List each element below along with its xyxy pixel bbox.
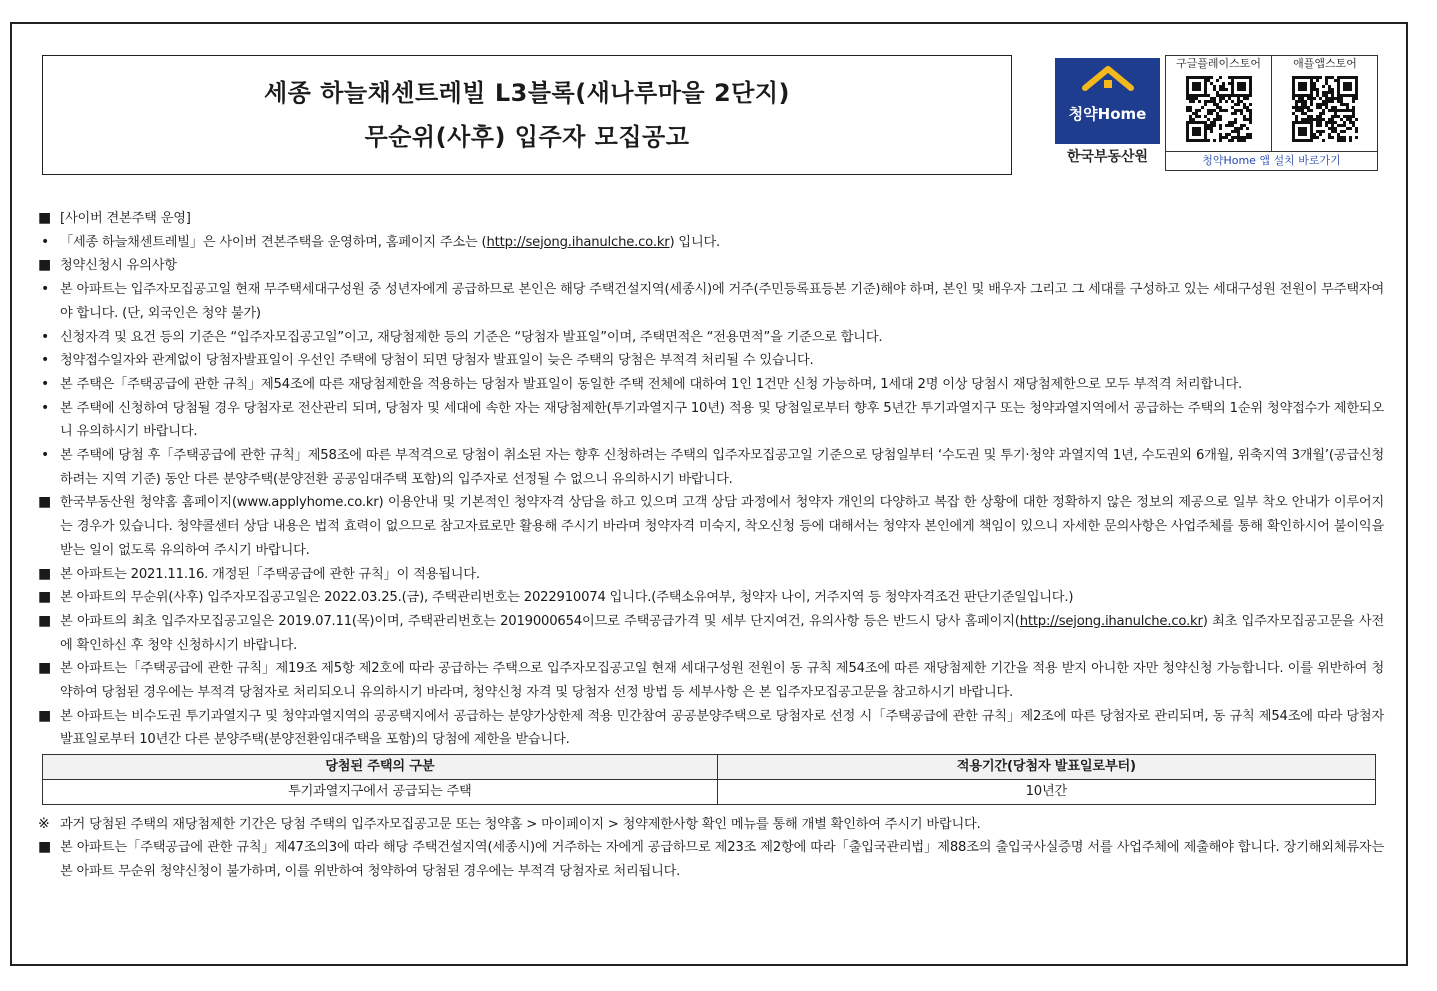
notice-item xyxy=(38,349,1384,373)
dot-bullet-icon xyxy=(38,349,60,373)
dot-bullet-icon xyxy=(38,278,60,302)
notice-item-text: 청약신청시 유의사항 xyxy=(60,258,177,274)
notice-item xyxy=(38,705,1384,752)
app-download-box xyxy=(1165,55,1378,171)
reference-mark-icon xyxy=(38,813,60,837)
dot-bullet-icon xyxy=(38,397,60,421)
notice-item-text: 본 주택에 신청하여 당첨될 경우 당첨자로 전산관리 되며, 당첨자 및 세대에 속한 자는 재당첨제한(투기과열지구 10년) 적용 및 당첨일로부터 향후 5년간 투기과열지구 또는 청약과열지역에서 공급하는 주택의 1순위 청약접수가 제한되오니 유의하시기 바랍니다. xyxy=(60,400,1384,440)
dot-bullet-icon xyxy=(38,373,60,397)
notice-item xyxy=(38,207,1384,231)
notice-item xyxy=(38,610,1384,657)
dot-bullet-icon xyxy=(38,231,60,255)
notice-footer-sections xyxy=(38,813,1384,884)
notice-item xyxy=(38,278,1384,325)
house-roof-icon xyxy=(1081,64,1135,94)
logo-org-name: 한국부동산원 xyxy=(1066,149,1149,165)
notice-item-text: 본 아파트는 비수도권 투기과열지구 및 청약과열지역의 공공택지에서 공급하는 분양가상한제 적용 민간참여 공공분양주택으로 당첨자로 선정 시「주택공급에 관한 규칙」제2조에 따른 당첨자로 관리되며, 동 규칙 제54조에 따라 당첨자 발표일로부터 10년간 다른 분양주택(분양전환임대주택을 포함)의 당첨에 제한을 받습니다. xyxy=(60,708,1384,748)
square-bullet-icon xyxy=(38,705,60,729)
notice-item xyxy=(38,813,1384,837)
homepage-link[interactable]: http://sejong.ihanulche.co.kr xyxy=(1019,613,1203,629)
app-store-label: 애플앱스토어 xyxy=(1293,57,1357,70)
square-bullet-icon xyxy=(38,657,60,681)
notice-item-text: 본 주택은「주택공급에 관한 규칙」제54조에 따른 재당첨제한을 적용하는 당첨자 발표일이 동일한 주택 전체에 대하여 1인 1건만 신청 가능하며, 1세대 2명 이상 당첨시 재당첨제한으로 모두 부적격 처리합니다. xyxy=(60,376,1243,392)
square-bullet-icon xyxy=(38,254,60,278)
table-header-cell: 당첨된 주택의 구분 xyxy=(43,755,718,780)
table-cell: 투기과열지구에서 공급되는 주택 xyxy=(43,779,718,804)
notice-item-text: 「세종 하늘채센트레빌」은 사이버 견본주택을 운영하며, 홈페이지 주소는 ( xyxy=(60,234,487,250)
logo-badge xyxy=(1055,58,1160,144)
notice-item xyxy=(38,657,1384,704)
notice-item-text: 본 아파트는「주택공급에 관한 규칙」제47조의3에 따라 해당 주택건설지역(세종시)에 거주하는 자에게 공급하므로 제23조 제2항에 따라「출입국관리법」제88조의 출입국사실증명 서를 사업주체에 제출해야 합니다. 장기해외체류자는 본 아파트 무순위 청약신청이 불가하며, 이를 위반하여 청약하여 당첨된 경우에는 부적격 당첨자로 처리됩니다. xyxy=(60,840,1384,879)
google-play-label: 구글플레이스토어 xyxy=(1175,57,1261,70)
square-bullet-icon xyxy=(38,610,60,634)
notice-item-text: 과거 당첨된 주택의 재당첨제한 기간은 당첨 주택의 입주자모집공고문 또는 청약홈 > 마이페이지 > 청약제한사항 확인 메뉴를 통해 개별 확인하여 주시기 바랍니다. xyxy=(60,816,981,832)
notice-item xyxy=(38,231,1384,255)
notice-item xyxy=(38,397,1384,444)
notice-item xyxy=(38,326,1384,350)
notice-item-text: ) 최초 입주자모집공고문을 사전에 확인하신 후 청약 신청하시기 바랍니다. xyxy=(60,613,1384,653)
notice-item-text: 한국부동산원 청약홈 홈페이지(www.applyhome.co.kr) 이용안내 및 기본적인 청약자격 상담을 하고 있으며 고객 상담 과정에서 청약자 개인의 다양하고 복잡 한 상황에 대한 정확하지 않은 정보의 제공으로 일부 착오 안내가 이루어지는 경우가 있습니다. 청약콜센터 상담 내용은 법적 효력이 없으므로 참고자료로만 활용해 주시기 바라며 청약자격 미숙지, 착오신청 등에 대해서는 청약자 본인에게 책임이 있으니 자세한 문의사항은 사업주체를 통해 확인하시어 불이익을 받는 일이 없도록 유의하여 주시기 바랍니다. xyxy=(60,495,1384,558)
notice-item-text: 본 아파트는「주택공급에 관한 규칙」제19조 제5항 제2호에 따라 공급하는 주택으로 입주자모집공고일 현재 세대구성원 전원이 동 규칙 제54조에 따른 재당첨제한 기간을 적용 받지 아니한 자만 청약신청 가능합니다. 이를 위반하여 청약하여 당첨된 경우에는 부적격 당첨자로 처리되오니 유의하시기 바라며, 청약신청 자격 및 당첨자 선정 방법 등 세부사항 은 본 입주자모집공고문을 참고하시기 바랍니다. xyxy=(60,661,1384,701)
notice-item xyxy=(38,836,1384,883)
qr-code-icon[interactable] xyxy=(1292,76,1358,142)
notice-item xyxy=(38,444,1384,491)
notice-sections xyxy=(38,207,1384,752)
notice-item-text: ) 입니다. xyxy=(669,234,721,250)
notice-item xyxy=(38,491,1384,562)
notice-item xyxy=(38,586,1384,610)
logo-app-name: 청약Home xyxy=(1068,105,1147,123)
notice-item-text: 본 아파트의 최초 입주자모집공고일은 2019.07.11(목)이며, 주택관리번호는 2019000654이므로 주택공급가격 및 세부 단지여건, 유의사항 등은 반드시 당사 홈페이지( xyxy=(60,613,1020,629)
homepage-link[interactable]: http://sejong.ihanulche.co.kr xyxy=(486,234,670,250)
table-header-cell: 적용기간(당첨자 발표일로부터) xyxy=(717,755,1375,780)
google-play-qr-cell[interactable] xyxy=(1166,56,1272,151)
notice-item-text: [사이버 견본주택 운영] xyxy=(60,211,191,226)
notice-item-text: 청약접수일자와 관계없이 당첨자발표일이 우선인 주택에 당첨이 되면 당첨자 발표일이 늦은 주택의 당첨은 부적격 처리될 수 있습니다. xyxy=(60,353,814,369)
page-title: 세종 하늘채센트레빌 L3블록(새나루마을 2단지) xyxy=(263,79,790,107)
app-store-qr-cell[interactable] xyxy=(1272,56,1378,151)
qr-code-icon[interactable] xyxy=(1186,76,1252,142)
table-row xyxy=(43,779,1376,804)
notice-item-text: 본 아파트의 무순위(사후) 입주자모집공고일은 2022.03.25.(금), 주택관리번호는 2022910074 입니다.(주택소유여부, 청약자 나이, 거주지역 등 청약자격조건 판단기준일입니다.) xyxy=(60,590,1074,606)
notice-item-text: 본 주택에 당첨 후「주택공급에 관한 규칙」제58조에 따른 부적격으로 당첨이 취소된 자는 향후 신청하려는 주택의 입주자모집공고일 기준으로 당첨일부터 ‘수도권 및 투기·청약 과열지역 1년, 수도권외 6개월, 위축지역 3개월’(공급신청하려는 지역 기준) 동안 다른 분양주택(분양전환 공공임대주택 포함)의 입주자로 선정될 수 없으니 유의하시기 바랍니다. xyxy=(60,448,1384,487)
square-bullet-icon xyxy=(38,836,60,860)
notice-item-text: 본 아파트는 입주자모집공고일 현재 무주택세대구성원 중 성년자에게 공급하므로 본인은 해당 주택건설지역(세종시)에 거주(주민등록표등본 기준)해야 하며, 본인 및 배우자 그리고 그 세대를 구성하고 있는 세대구성원 전원이 무주택자여야 합니다. (단, 외국인은 청약 불가) xyxy=(60,282,1384,321)
notice-item xyxy=(38,373,1384,397)
square-bullet-icon xyxy=(38,491,60,515)
applyhome-logo[interactable] xyxy=(1055,58,1160,170)
notice-item-text: 신청자격 및 요건 등의 기준은 “입주자모집공고일”이고, 재당첨제한 등의 기준은 “당첨자 발표일”이며, 주택면적은 “전용면적”을 기준으로 합니다. xyxy=(60,329,883,345)
dot-bullet-icon xyxy=(38,444,60,468)
dot-bullet-icon xyxy=(38,326,60,350)
restriction-table xyxy=(42,754,1376,804)
table-cell: 10년간 xyxy=(717,779,1375,804)
table-header-row xyxy=(43,755,1376,780)
square-bullet-icon xyxy=(38,207,60,231)
square-bullet-icon xyxy=(38,563,60,587)
notice-item xyxy=(38,254,1384,278)
notice-item xyxy=(38,563,1384,587)
notice-item-text: 본 아파트는 2021.11.16. 개정된「주택공급에 관한 규칙」이 적용됩니다. xyxy=(60,566,480,582)
title-box xyxy=(42,55,1012,175)
notice-body xyxy=(38,207,1384,884)
app-install-link[interactable]: 청약Home 앱 설치 바로가기 xyxy=(1166,151,1377,171)
square-bullet-icon xyxy=(38,586,60,610)
page-subtitle: 무순위(사후) 입주자 모집공고 xyxy=(364,123,690,151)
